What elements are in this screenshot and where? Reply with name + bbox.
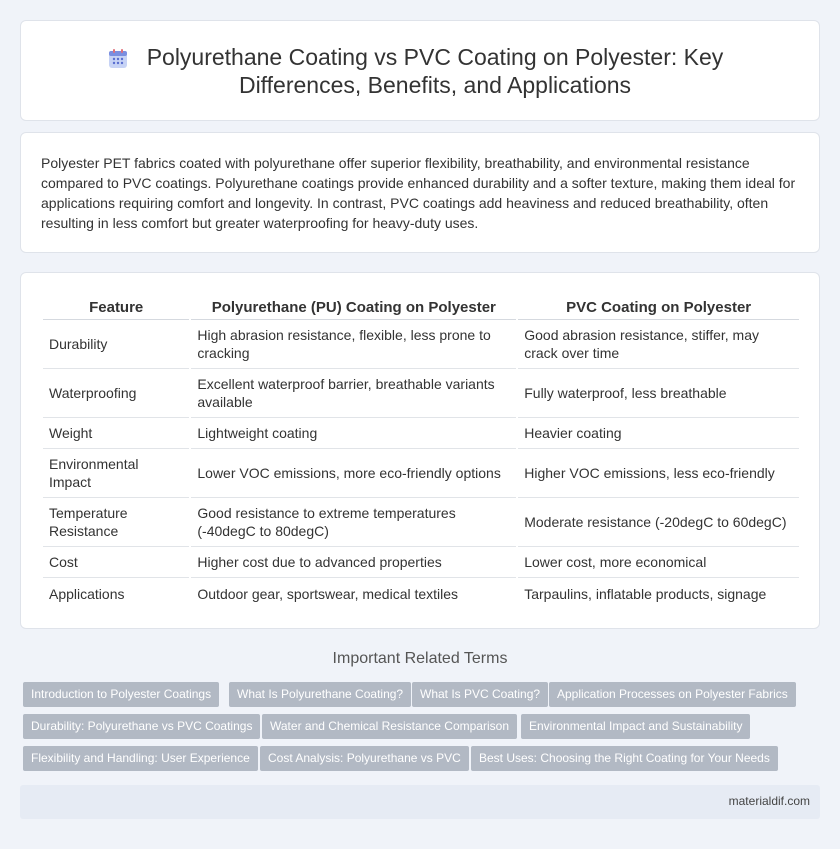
- table-row: [43, 498, 799, 547]
- column-header-pu: Polyurethane (PU) Coating on Polyester: [191, 295, 516, 320]
- page-title: Polyurethane Coating vs PVC Coating on Polyester: Key Differences, Benefits, and Applications: [146, 43, 724, 98]
- related-tag[interactable]: Application Processes on Polyester Fabrics: [549, 682, 796, 707]
- feature-cell: Cost: [43, 547, 189, 578]
- related-tag[interactable]: Environmental Impact and Sustainability: [521, 714, 750, 739]
- pvc-cell: Tarpaulins, inflatable products, signage: [524, 585, 767, 602]
- feature-cell: Durability: [43, 320, 189, 369]
- related-tag[interactable]: Water and Chemical Resistance Comparison: [262, 714, 517, 739]
- footer-site-name: materialdif.com: [728, 794, 810, 808]
- pvc-cell: Good abrasion resistance, stiffer, may crack over time: [518, 320, 799, 369]
- intro-paragraph: Polyester PET fabrics coated with polyurethane offer superior flexibility, breathability, and environmental resistance compared to PVC coatings. Polyurethane coatings provide enhanced durability and a softer texture, making them ideal for applications requiring comfort and longevity. In contrast, PVC coatings add heaviness and reduced breathability, often resulting in less comfort but greater waterproofing for heavy-duty uses.: [41, 155, 796, 231]
- pu-cell: Outdoor gear, sportswear, medical textiles: [197, 585, 459, 602]
- feature-cell: Waterproofing: [43, 369, 189, 418]
- table-row: [43, 320, 799, 369]
- related-tag[interactable]: What Is Polyurethane Coating?: [229, 682, 411, 707]
- header-card: [20, 20, 820, 121]
- pvc-cell: Higher VOC emissions, less eco-friendly: [518, 449, 799, 498]
- comparison-card: [20, 272, 820, 629]
- pu-cell: Good resistance to extreme temperatures (-40degC to 80degC): [191, 498, 516, 547]
- related-tag[interactable]: What Is PVC Coating?: [412, 682, 548, 707]
- pu-cell: Lightweight coating: [191, 418, 516, 449]
- table-row: [43, 449, 799, 498]
- feature-cell: Environmental Impact: [43, 449, 189, 498]
- pu-cell: Higher cost due to advanced properties: [191, 547, 516, 578]
- pvc-cell: Heavier coating: [518, 418, 799, 449]
- related-tag[interactable]: Durability: Polyurethane vs PVC Coatings: [23, 714, 260, 739]
- feature-cell: Temperature Resistance: [43, 498, 189, 547]
- table-row: [43, 369, 799, 418]
- footer: [20, 785, 820, 819]
- intro-card: [20, 132, 820, 253]
- table-row: [43, 578, 799, 609]
- table-header-row: [43, 295, 799, 320]
- pu-cell: Lower VOC emissions, more eco-friendly options: [191, 449, 516, 498]
- related-tag[interactable]: Introduction to Polyester Coatings: [23, 682, 219, 707]
- pu-cell: High abrasion resistance, flexible, less prone to cracking: [191, 320, 516, 369]
- feature-cell: Applications: [49, 585, 125, 602]
- related-tag[interactable]: Best Uses: Choosing the Right Coating for Your Needs: [471, 746, 778, 771]
- pvc-cell: Lower cost, more economical: [518, 547, 799, 578]
- table-row: [43, 547, 799, 578]
- feature-cell: Weight: [43, 418, 189, 449]
- pvc-cell: Moderate resistance (-20degC to 60degC): [518, 498, 799, 547]
- column-header-feature: Feature: [43, 295, 189, 320]
- pvc-cell: Fully waterproof, less breathable: [518, 369, 799, 418]
- table-row: [43, 418, 799, 449]
- related-tag[interactable]: Flexibility and Handling: User Experience: [23, 746, 258, 771]
- comparison-table: [41, 295, 801, 609]
- pu-cell: Excellent waterproof barrier, breathable variants available: [191, 369, 516, 418]
- related-tag[interactable]: Cost Analysis: Polyurethane vs PVC: [260, 746, 469, 771]
- column-header-pvc: PVC Coating on Polyester: [518, 295, 799, 320]
- related-terms-heading: Important Related Terms: [332, 650, 508, 667]
